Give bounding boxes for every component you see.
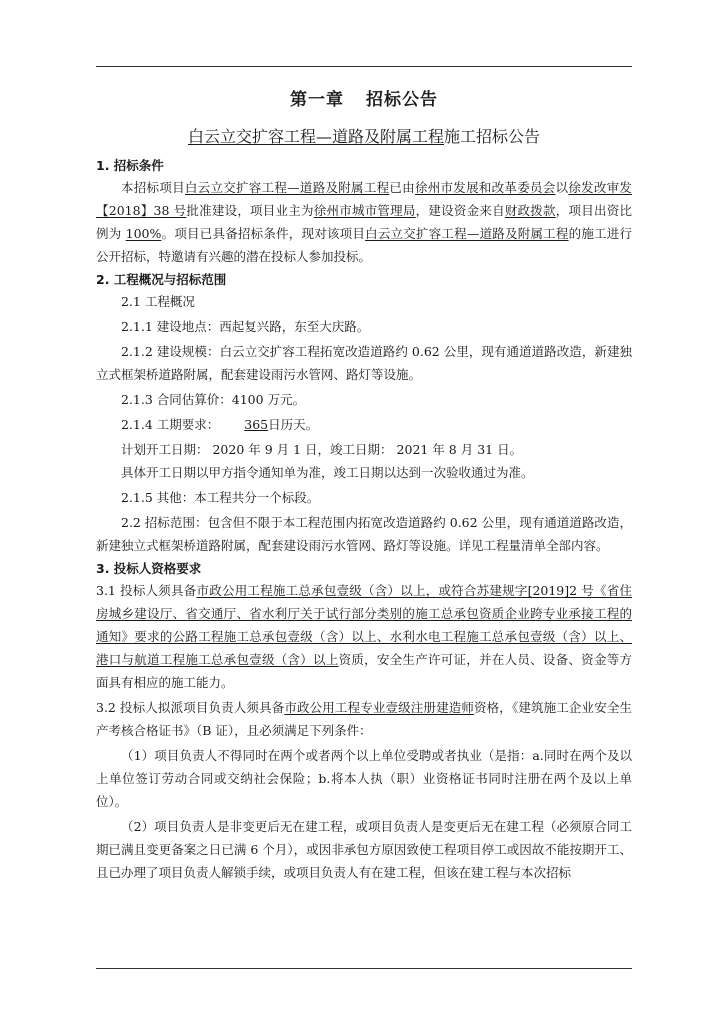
section-3-heading: 3. 投标人资格要求 [96,561,202,576]
s1-project-name: 白云立交扩容工程—道路及附属工程 [184,180,390,195]
bidding-scope: 2.2 招标范围：包含但不限于本工程范围内拓宽改造道路约 0.62 公里，现有通道道路改造，新建独立式框架桥道路附属，配套建设雨污水管网、路灯等设施。详见工程量清单全部内容。 [96,515,632,553]
duration-label: 2.1.4 工期要求： [121,417,220,432]
qualification-3-2 [96,696,632,742]
construction-scale: 2.1.2 建设规模：白云立交扩容工程拓宽改造道路约 0.62 公里，现有通道道路改造，新建独立式框架桥道路附属，配套建设雨污水管网、路灯等设施。 [96,344,632,382]
q31-text-c: 资质，安全生产许可证，并在人员、设备、资金等方面具有相应的施工能力。 [96,652,632,690]
s1-owner: 徐州市城市管理局 [313,203,416,218]
announcement-title [96,124,632,150]
section-1-heading: 1. 招标条件 [96,158,164,173]
construction-location: 2.1.1 建设地点：西起复兴路，东至大庆路。 [121,319,370,334]
condition-2: （2）项目负责人是非变更后无在建工程，或项目负责人是变更后无在建工程（必须原合同工期已满且变更备案之日已满 6 个月），或因非承包方原因致使工程项目停工或因故不能按期开工、且已办理了项目负责人解锁手续，或项目负责人有在建工程，但该在建工程与本次招标 [96,819,632,880]
section-2-heading: 2. 工程概况与招标范围 [96,272,227,287]
s1-fund-source: 财政拨款 [504,203,556,218]
chapter-number: 第一章 [290,90,344,110]
q31-qualification: 市政公用工程施工总承包壹级（含）以上，或符合苏建规字[2019]2 号《省住房城乡建设厅、省交通厅、省水利厅关于试行部分类别的施工总承包资质企业跨专业承接工程的通知》要求的公路工程施工总承包壹级（含）以上、水利水电工程施工总承包壹级（含）以上、港口与航道工程施工总承包壹级（含）以上 [96,583,632,667]
s1-approver: 徐州市发展和改革委员会 [414,180,556,195]
q32-text-a: 3.2 投标人拟派项目负责人须具备 [96,700,285,715]
duration-days: 365 [244,417,269,432]
s1-ratio: 100% [125,226,162,241]
title-project-name: 白云立交扩容工程—道路及附属工程 [187,127,444,146]
contract-estimate: 2.1.3 合同估算价：4100 万元。 [121,392,306,407]
s1-project-name-2: 白云立交扩容工程—道路及附属工程 [365,226,569,241]
qualification-3-1 [96,579,632,694]
s1-text-1: 本招标项目 [121,180,185,195]
s1-text-4: 批准建设，项目业主为 [186,203,314,218]
title-rest: 施工招标公告 [444,127,541,146]
planned-dates: 计划开工日期： 2020 年 9 月 1 日，竣工日期： 2021 年 8 月 31 日。 [121,442,523,457]
chapter-name: 招标公告 [366,90,438,110]
document-body [96,86,632,884]
s1-text-7: 。项目已具备招标条件，现对该项目 [161,226,366,241]
header-rule [96,66,632,67]
s1-text-8: 的施工进行公开招标，特邀请有兴趣的潜在投标人参加投标。 [96,226,632,264]
chapter-title [96,86,632,114]
date-notes: 具体开工日期以甲方指令通知单为准，竣工日期以达到一次验收通过为准。 [121,465,534,480]
overview-heading: 2.1 工程概况 [121,294,195,309]
s1-text-5: ，建设资金来自 [415,203,505,218]
other-info: 2.1.5 其他：本工程共分一个标段。 [121,490,320,505]
condition-1: （1）项目负责人不得同时在两个或者两个以上单位受聘或者执业（是指：a.同时在两个及以上单位签订劳动合同或交纳社会保险；b.将本人执（职）业资格证书同时注册在两个及以上单位）。 [96,748,632,809]
section-1-paragraph [96,176,632,268]
duration-requirement [96,413,632,436]
s1-doc-number: 徐发改审发【2018】38 号 [96,180,632,218]
q32-qualification: 市政公用工程专业壹级注册建造师 [284,700,475,715]
duration-unit: 日历天。 [268,417,319,432]
s1-text-3: 以 [555,180,569,195]
q31-text-a: 3.1 投标人须具备 [96,583,197,598]
s1-text-6: ，项目出资比例为 [96,203,632,241]
s1-text-2: 已由 [389,180,415,195]
footer-rule [96,968,632,969]
q32-text-c: 资格，《建筑施工企业安全生产考核合格证书》（B 证），且必须满足下列条件： [96,700,632,738]
